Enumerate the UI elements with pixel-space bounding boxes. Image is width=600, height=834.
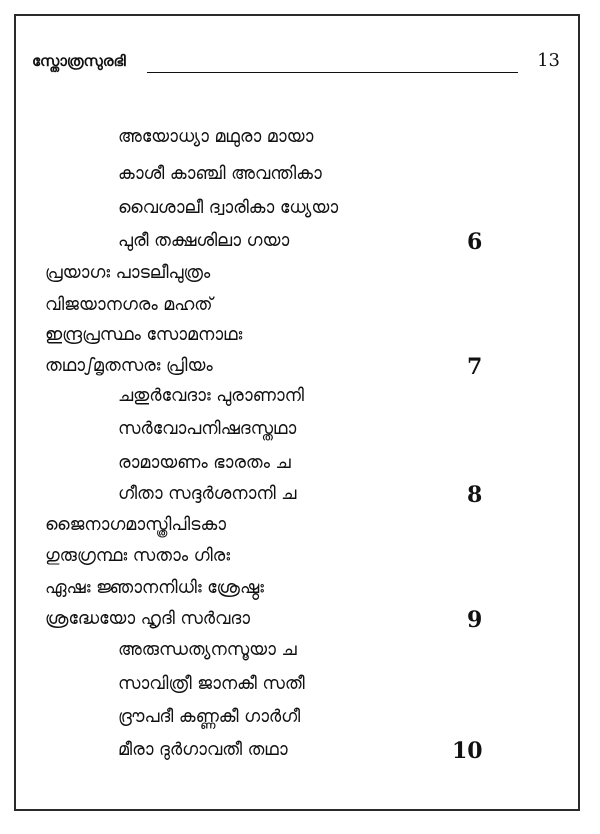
verse-line: ജൈനാഗമാസ്ത്രിപിടകാ	[45, 515, 227, 535]
page-header	[32, 52, 562, 78]
verse-number: 8	[467, 482, 483, 508]
verse-line: സാവിത്രീ ജാനകീ സതീ	[118, 674, 305, 694]
verse-line: കാശീ കാഞ്ചി അവന്തികാ	[118, 164, 322, 184]
verse-line: സർവോപനിഷദസ്തഥാ	[118, 419, 297, 439]
verse-line: ഇന്ദ്രപ്രസ്ഥം സോമനാഥഃ	[45, 325, 243, 345]
verse-line: ശ്രദ്ധേയോ ഹൃദി സർവദാ	[45, 609, 251, 629]
verse-line: ഏഷഃ ജ്ഞാനനിധിഃ ശ്രേഷ്ഠഃ	[45, 578, 264, 598]
running-title: സ്തോത്രസുരഭി	[32, 52, 126, 70]
verse-number: 10	[452, 738, 483, 764]
verse-line: ചതുർവേദാഃ പുരാണാനി	[118, 386, 304, 406]
verse-line: തഥാഽമൃതസരഃ പ്രിയം	[45, 356, 213, 376]
verse-number: 6	[467, 229, 483, 255]
verse-line: വൈശാലീ ദ്വാരികാ ധ്യേയാ	[118, 198, 339, 218]
page-number: 13	[537, 50, 560, 71]
verse-line: അയോധ്യാ മഥുരാ മായാ	[118, 127, 314, 147]
verse-line: ഗീതാ സദ്ദർശനാനി ച	[118, 484, 297, 504]
verse-line: അരുന്ധത്യനസൂയാ ച	[118, 640, 297, 660]
verse-line: പുരീ തക്ഷശിലാ ഗയാ	[118, 231, 290, 251]
verse-number: 9	[467, 607, 483, 633]
verse-line: രാമായണം ഭാരതം ച	[118, 453, 291, 473]
verse-line: പ്രയാഗഃ പാടലീപുത്രം	[45, 263, 211, 283]
verse-line: വിജയാനഗരം മഹത്	[45, 295, 213, 315]
header-rule	[147, 72, 518, 73]
verse-number: 7	[467, 354, 483, 380]
verse-line: ഗുരുഗ്രന്ഥഃ സതാം ഗിരഃ	[45, 546, 230, 566]
verse-line: ദ്രൗപദീ കണ്ണകീ ഗാർഗീ	[118, 707, 301, 727]
verse-line: മീരാ ദുർഗാവതീ തഥാ	[118, 740, 288, 760]
